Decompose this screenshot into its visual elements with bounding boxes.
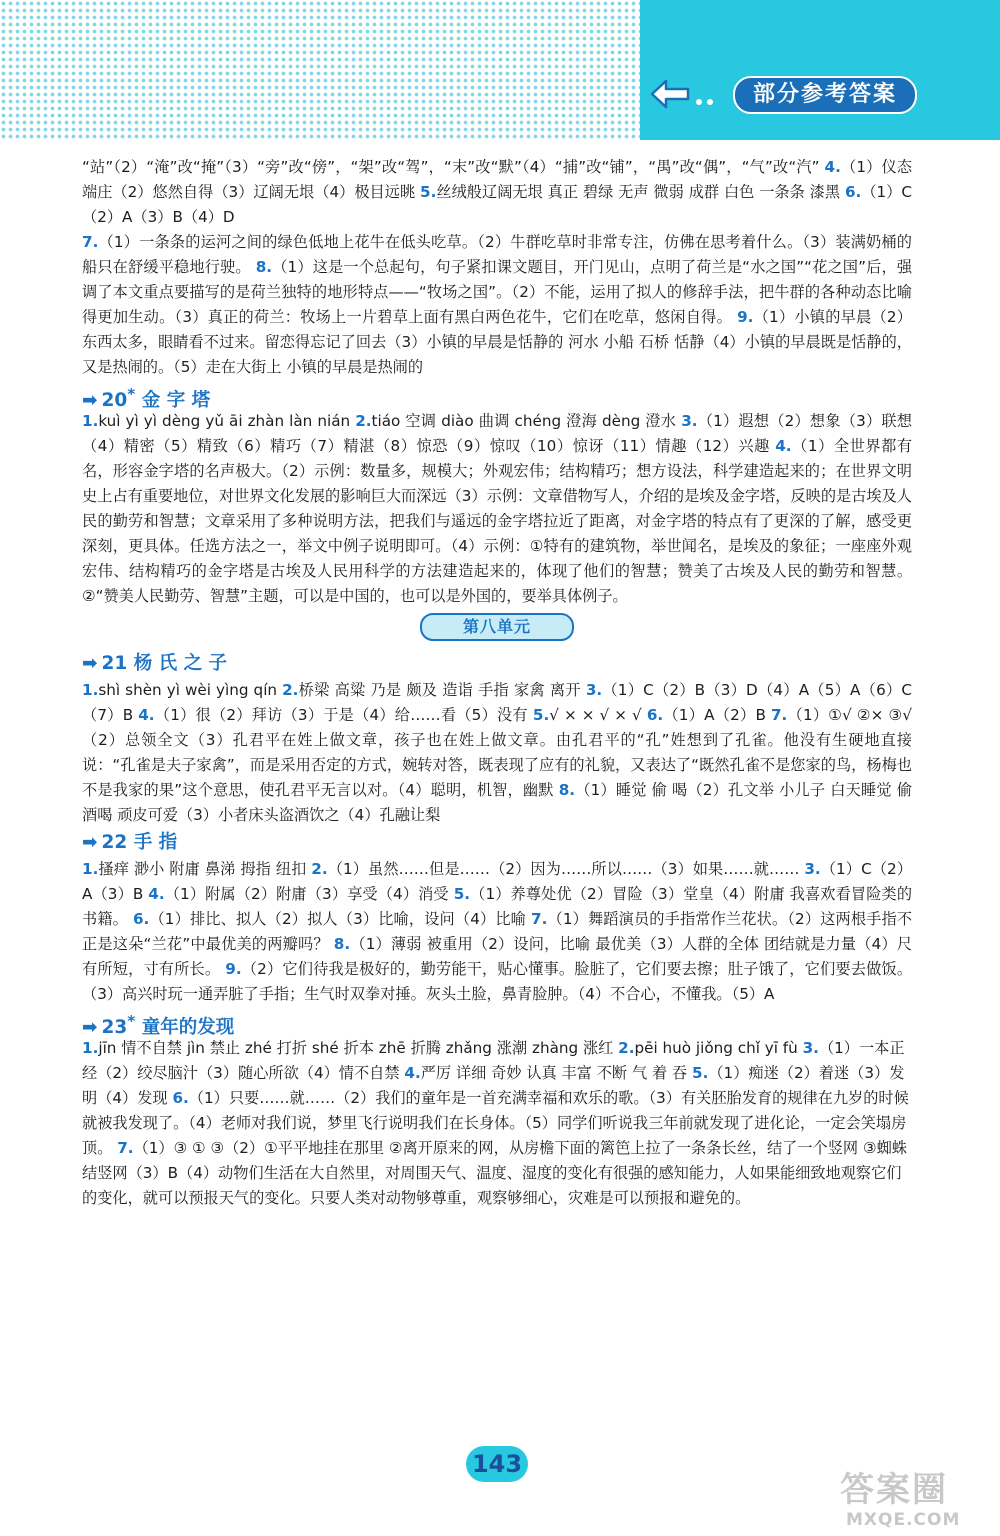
answer-paragraph: “站”（2）“淹”改“掩”（3）“旁”改“傍”，“架”改“驾”，“末”改“默”（4）“捕”改“铺”，“禺”改“偶”，“气”改“汽” 4.（1）仪态端庄（2）悠然自得（3）辽阔无垠（4）极目远眺 5.丝绒般辽阔无垠 真正 碧绿 无声 微弱 成群 白色 一条条 漆黑 6.（1）C（2）A（3）B（4）D xyxy=(82,158,913,226)
ellipsis-dots-icon xyxy=(696,90,718,109)
watermark-logo: 答案圈 xyxy=(840,1470,948,1510)
dot-pattern-background xyxy=(0,0,640,140)
page-number: 143 xyxy=(466,1446,528,1482)
section-title-23: ➡ 23* 童年的发现 xyxy=(82,1012,235,1039)
back-arrow-icon xyxy=(650,78,690,110)
unit-label: 第八单元 xyxy=(420,613,574,641)
answer-paragraph: 1.shì shèn yì wèi yìng qín 2.桥梁 高粱 乃是 颇及 造诣 手指 家禽 离开 3.（1）C（2）B（3）D（4）A（5）A（6）C（7）B 4.（1）很（2）拜访（3）于是（4）给……看（5）没有 5.√ × × √ × √ 6.（1）A（2）B 7.（1）①√ ②× ③√（2）总领全文（3）孔君平在姓上做文章，孩子也在姓上做文章。由孔君平的“孔”姓想到了孔雀。他没有生硬地直接说：“孔雀是夫子家禽”，而是采用否定的方式，婉转对答，既表现了应有的礼貌，又表达了“既然孔雀不是您家的鸟，杨梅也不是我家的果”这个意思，使孔君平无言以对。（4）聪明，机智，幽默 8.（1）睡觉 偷 喝（2）孔文举 小儿子 白天睡觉 偷酒喝 顽皮可爱（3）小者床头盗酒饮之（4）孔融让梨 xyxy=(82,681,913,824)
answer-content xyxy=(82,155,912,1211)
watermark xyxy=(840,1468,990,1534)
answer-paragraph: 1.jīn 情不自禁 jìn 禁止 zhé 打折 shé 折本 zhē 折腾 zhǎng 涨潮 zhàng 涨红 2.pēi huò jiǒng chǐ yī fù 3.（1）一本正经（2）绞尽脑汁（3）随心所欲（4）情不自禁 4.严厉 详细 奇妙 认真 丰富 不断 气 着 吞 5.（1）痴迷（2）着迷（3）发明（4）发现 6.（1）只要……就……（2）我们的童年是一首充满幸福和欢乐的歌。（3）有关胚胎发育的规律在九岁的时候就被我发现了。（4）老师对我们说，梦里飞行说明我们在长身体。（5）同学们听说我三年前就发现了进化论，一定会笑塌房顶。 7.（1）③ ① ③（2）①平平地挂在那里 ②离开原来的网，从房檐下面的篱笆上拉了一条条长丝，结了一个竖网 ③蜘蛛结竖网（3）B（4）动物们生活在大自然里，对周围天气、温度、湿度的变化有很强的感知能力，人如果能细致地观察它们的变化，就可以预报天气的变化。只要人类对动物够尊重，观察够细心，灾难是可以预报和避免的。 xyxy=(82,1039,909,1207)
header-panel xyxy=(640,0,1000,140)
header-title: 部分参考答案 xyxy=(733,76,917,114)
section-title-21: ➡ 21 杨 氏 之 子 xyxy=(82,653,228,674)
answer-paragraph: 7.（1）一条条的运河之间的绿色低地上花牛在低头吃草。（2）牛群吃草时非常专注，仿佛在思考着什么。（3）装满奶桶的船只在舒缓平稳地行驶。 8.（1）这是一个总起句，句子紧扣课文题目，开门见山，点明了荷兰是“水之国”“花之国”后，强调了本文重点要描写的是荷兰独特的地形特点——“牧场之国”。（2）不能，运用了拟人的修辞手法，把牛群的各种动态比喻得更加生动。（3）真正的荷兰：牧场上一片碧草上面有黑白两色花牛，它们在吃草，悠闲自得。 9.（1）小镇的早晨（2）东西太多，眼睛看不过来。留恋得忘记了回去（3）小镇的早晨是恬静的 河水 小船 石桥 恬静（4）小镇的早晨既是恬静的，又是热闹的。（5）走在大街上 小镇的早晨是热闹的 xyxy=(82,233,913,376)
section-header xyxy=(650,74,915,114)
watermark-url: MXQE.COM xyxy=(846,1510,961,1530)
answer-paragraph: 1.搔痒 渺小 附庸 鼻涕 拇指 纽扣 2.（1）虽然……但是……（2）因为……所以……（3）如果……就…… 3.（1）C（2）A（3）B 4.（1）附属（2）附庸（3）享受（4）消受 5.（1）养尊处优（2）冒险（3）堂皇（4）附庸 我喜欢看冒险类的书籍。 6.（1）排比、拟人（2）拟人（3）比喻，设问（4）比喻 7.（1）舞蹈演员的手指常作兰花状。（2）这两根手指不正是这朵“兰花”中最优美的两瓣吗？ 8.（1）薄弱 被重用（2）设问，比喻 最优美（3）人群的全体 团结就是力量（4）尺有所短，寸有所长。 9.（2）它们待我是极好的，勤劳能干，贴心懂事。脸脏了，它们要去擦；肚子饿了，它们要去做饭。（3）高兴时玩一通弄脏了手指；生气时双拳对捶。灰头土脸，鼻青脸肿。（4）不合心，不懂我。（5）A xyxy=(82,860,913,1003)
section-title-22: ➡ 22 手 指 xyxy=(82,832,178,853)
section-title-20: ➡ 20* 金 字 塔 xyxy=(82,385,211,412)
unit-heading xyxy=(82,613,912,645)
answer-paragraph: 1.kuì yì yì dèng yǔ āi zhàn làn nián 2.tiáo 空调 diào 曲调 chéng 澄海 dèng 澄水 3.（1）遐想（2）想象（3）联想（4）精密（5）精致（6）精巧（7）精湛（8）惊恐（9）惊叹（10）惊讶（11）情趣（12）兴趣 4.（1）全世界都有名，形容金字塔的名声极大。（2）示例：数量多，规模大；外观宏伟；结构精巧；想方设法，科学建造起来的；在世界文明史上占有重要地位，对世界文化发展的影响巨大而深远（3）示例：文章借物写人，介绍的是埃及金字塔，反映的是古埃及人民的勤劳和智慧；文章采用了多种说明方法，把我们与遥远的金字塔拉近了距离，对金字塔的特点有了更深的了解，感受更深刻，更具体。任选方法之一，举文中例子说明即可。（4）示例：①特有的建筑物，举世闻名，是埃及的象征；一座座外观宏伟、结构精巧的金字塔是古埃及人民用科学的方法建造起来的，体现了他们的智慧；赞美了古埃及人民的勤劳和智慧。②“赞美人民勤劳、智慧”主题，可以是中国的，也可以是外国的，要举具体例子。 xyxy=(82,412,913,605)
